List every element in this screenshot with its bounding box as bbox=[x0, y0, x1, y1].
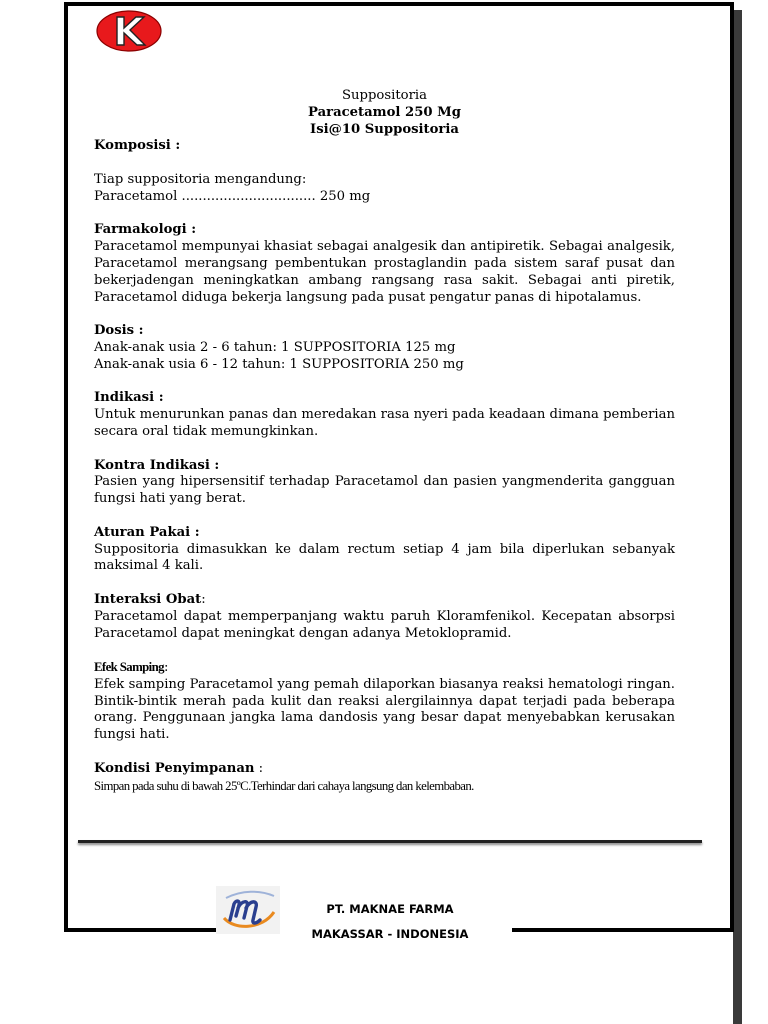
product-type: Suppositoria bbox=[342, 88, 427, 103]
company-block bbox=[300, 897, 480, 947]
komposisi-intro: Tiap suppositoria mengandung: bbox=[94, 171, 307, 187]
indikasi-heading: Indikasi : bbox=[94, 390, 164, 406]
efek-text: Efek samping Paracetamol yang pemah dilaporkan biasanya reaksi hematologi ringan. Bintik-bintik merah pada kulit dan reaksi alergilainnya dapat terjadi pada beberapa orang. Penggunaan jangka lama dandosis yang besar dapat menyebabkan kerusakan fungsi hati. bbox=[94, 676, 675, 743]
aturan-heading: Aturan Pakai : bbox=[94, 524, 200, 540]
kondisi-heading: Kondisi Penyimpanan bbox=[94, 760, 255, 776]
kontra-heading: Kontra Indikasi : bbox=[94, 457, 220, 473]
efek-heading: Efek Samping bbox=[94, 660, 164, 675]
kondisi-text: Simpan pada suhu di bawah 25ºC.Terhindar dari cahaya langsung dan kelembaban. bbox=[94, 778, 474, 793]
divider-line bbox=[78, 840, 702, 843]
efek-colon: : bbox=[163, 660, 169, 676]
interaksi-heading: Interaksi Obat bbox=[94, 591, 202, 607]
page-shadow bbox=[733, 10, 742, 1024]
kondisi-heading-row bbox=[94, 761, 675, 778]
document-body bbox=[94, 88, 675, 794]
kondisi-colon: : bbox=[254, 760, 264, 776]
aturan-text: Suppositoria dimasukkan ke dalam rectum setiap 4 jam bila diperlukan sebanyak maksimal 4 kali. bbox=[94, 541, 675, 574]
farmakologi-heading: Farmakologi : bbox=[94, 222, 197, 238]
product-content: Isi@10 Suppositoria bbox=[310, 121, 459, 137]
maknae-logo-icon bbox=[216, 886, 280, 934]
interaksi-heading-row bbox=[94, 592, 675, 609]
company-city: MAKASSAR - INDONESIA bbox=[311, 927, 469, 941]
dosis-line-2: Anak-anak usia 6 - 12 tahun: 1 SUPPOSITORIA 250 mg bbox=[94, 356, 464, 372]
komposisi-heading: Komposisi : bbox=[94, 138, 181, 154]
efek-heading-row bbox=[94, 659, 675, 677]
company-name: PT. MAKNAE FARMA bbox=[326, 902, 454, 916]
interaksi-text: Paracetamol dapat memperpanjang waktu paruh Kloramfenikol. Kecepatan absorpsi Paracetamol dapat meningkat dengan adanya Metoklopramid. bbox=[94, 608, 675, 641]
kontra-text: Pasien yang hipersensitif terhadap Paracetamol dan pasien yangmenderita gangguan fungsi hati yang berat. bbox=[94, 474, 675, 507]
komposisi-item: Paracetamol ................................ 250 mg bbox=[94, 188, 371, 204]
dosis-heading: Dosis : bbox=[94, 323, 144, 339]
farmakologi-text: Paracetamol mempunyai khasiat sebagai analgesik dan antipiretik. Sebagai analgesik, Paracetamol merangsang pembentukan prostaglandin pada sistem saraf pusat dan bekerjadengan meningkatkan ambang rangsang rasa sakit. Sebagai anti piretik, Paracetamol diduga bekerja langsung pada pusat pengatur panas di hipotalamus. bbox=[94, 239, 675, 305]
interaksi-colon: : bbox=[201, 591, 206, 607]
indikasi-text: Untuk menurunkan panas dan meredakan rasa nyeri pada keadaan dimana pemberian secara oral tidak memungkinkan. bbox=[94, 407, 675, 439]
k-logo-icon bbox=[96, 10, 162, 52]
product-name: Paracetamol 250 Mg bbox=[308, 104, 461, 120]
dosis-line-1: Anak-anak usia 2 - 6 tahun: 1 SUPPOSITORIA 125 mg bbox=[94, 339, 456, 355]
